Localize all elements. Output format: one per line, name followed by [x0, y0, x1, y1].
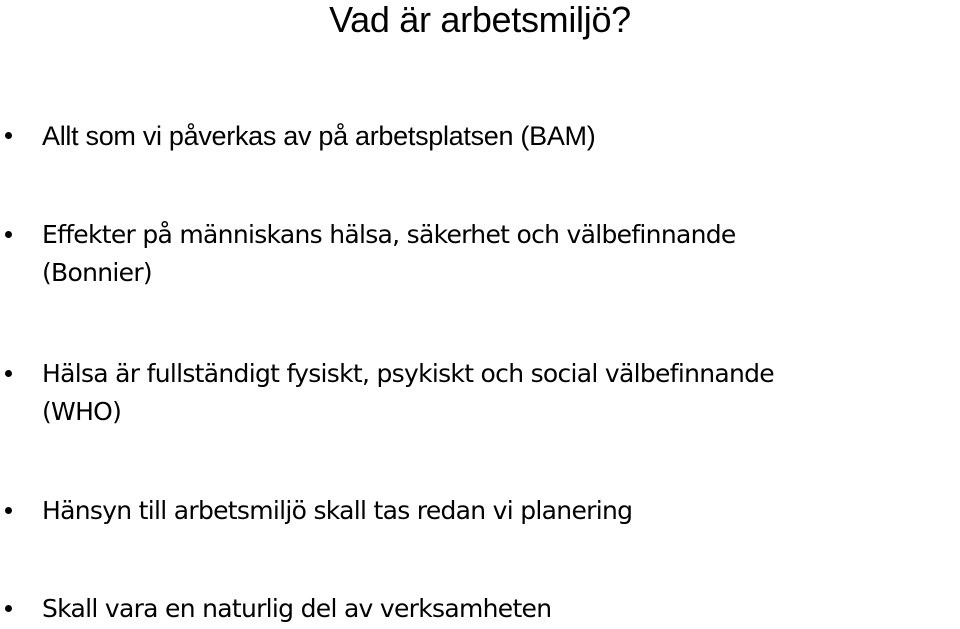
- bullet-line: Hälsa är fullständigt fysiskt, psykiskt och social välbefinnande: [42, 359, 774, 388]
- bullet-text: [42, 355, 958, 431]
- bullet-line: Allt som vi påverkas av på arbetsplatsen (BAM): [42, 121, 596, 151]
- bullet-text: [42, 590, 958, 628]
- bullet-dot-icon: [5, 132, 12, 139]
- slide-title: Vad är arbetsmiljö?: [329, 0, 631, 40]
- bullet-line: Hänsyn till arbetsmiljö skall tas redan vi planering: [42, 496, 633, 525]
- bullet-text: [42, 492, 958, 530]
- bullet-text: [42, 216, 958, 292]
- bullet-text: [42, 117, 958, 155]
- bullet-line: Effekter på människans hälsa, säkerhet och välbefinnande: [42, 220, 736, 249]
- bullet-dot-icon: [5, 231, 12, 238]
- bullet-dot-icon: [5, 370, 12, 377]
- bullet-dot-icon: [5, 507, 12, 514]
- bullet-line: Skall vara en naturlig del av verksamheten: [42, 594, 552, 623]
- bullet-line: (Bonnier): [42, 258, 152, 287]
- bullet-dot-icon: [5, 605, 12, 612]
- bullet-line: (WHO): [42, 397, 122, 426]
